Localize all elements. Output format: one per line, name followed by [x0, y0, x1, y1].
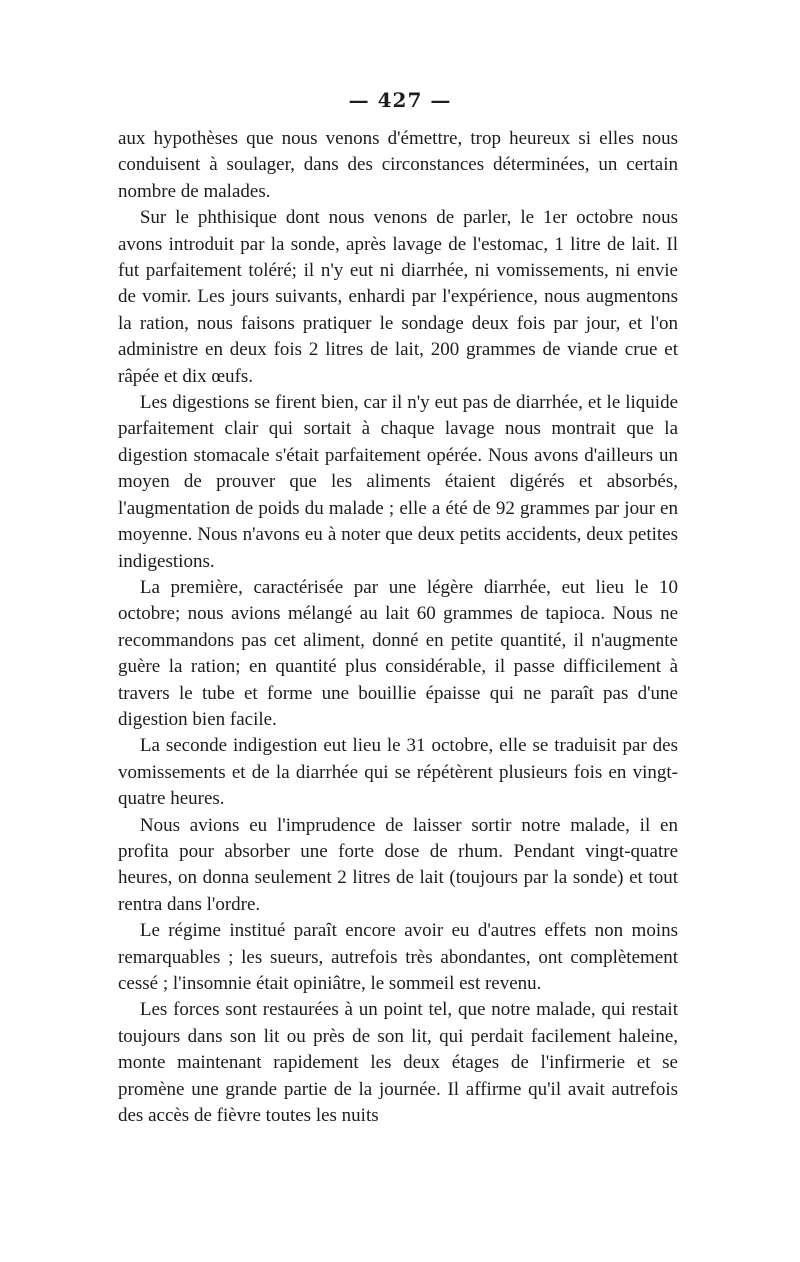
- page-number: — 427 —: [348, 88, 452, 112]
- paragraph: Sur le phthisique dont nous venons de parler, le 1er octobre nous avons introduit par la sonde, après lavage de l'estomac, 1 litre de lait. Il fut parfaitement toléré; il n'y eut ni diarrhée, ni vomissements, ni envie de vomir. Les jours suivants, enhardi par l'expérience, nous augmentons la ration, nous faisons pratiquer le sondage deux fois par jour, et l'on administre en deux fois 2 litres de lait, 200 grammes de viande crue et râpée et dix œufs.: [118, 207, 678, 387]
- paragraph: Les forces sont restaurées à un point tel, que notre malade, qui restait toujours dans son lit ou près de son lit, qui perdait facilement haleine, monte maintenant rapidement les deux étages de l'infirmerie et se promène une grande partie de la journée. Il affirme qu'il avait autrefois des accès de fièvre toutes les nuits: [118, 999, 678, 1127]
- paragraph: La première, caractérisée par une légère diarrhée, eut lieu le 10 octobre; nous avions mélangé au lait 60 grammes de tapioca. Nous ne recommandons pas cet aliment, donné en petite quantité, il n'augmente guère la ration; en quantité plus considérable, il passe difficilement à travers le tube et forme une bouillie épaisse qui ne paraît pas d'une digestion bien facile.: [118, 576, 678, 730]
- paragraph: aux hypothèses que nous venons d'émettre, trop heureux si elles nous conduisent à soulager, dans des circonstances déterminées, un certain nombre de malades.: [118, 128, 678, 202]
- paragraph: Nous avions eu l'imprudence de laisser sortir notre malade, il en profita pour absorber une forte dose de rhum. Pendant vingt-quatre heures, on donna seulement 2 litres de lait (toujours par la sonde) et tout rentra dans l'ordre.: [118, 814, 678, 915]
- paragraph: La seconde indigestion eut lieu le 31 octobre, elle se traduisit par des vomissements et de la diarrhée qui se répétèrent plusieurs fois en vingt-quatre heures.: [118, 735, 678, 810]
- body-text: [118, 126, 678, 1129]
- paragraph: Les digestions se firent bien, car il n'y eut pas de diarrhée, et le liquide parfaitement clair qui sortait à chaque lavage nous montrait que la digestion stomacale s'était parfaitement opérée. Nous avons d'ailleurs un moyen de prouver que les aliments étaient digérés et absorbés, l'augmentation de poids du malade ; elle a été de 92 grammes par jour en moyenne. Nous n'avons eu à noter que deux petits accidents, deux petites indigestions.: [118, 392, 678, 572]
- paragraph: Le régime institué paraît encore avoir eu d'autres effets non moins remarquables ; les sueurs, autrefois très abondantes, ont complètement cessé ; l'insomnie était opiniâtre, le sommeil est revenu.: [118, 920, 678, 994]
